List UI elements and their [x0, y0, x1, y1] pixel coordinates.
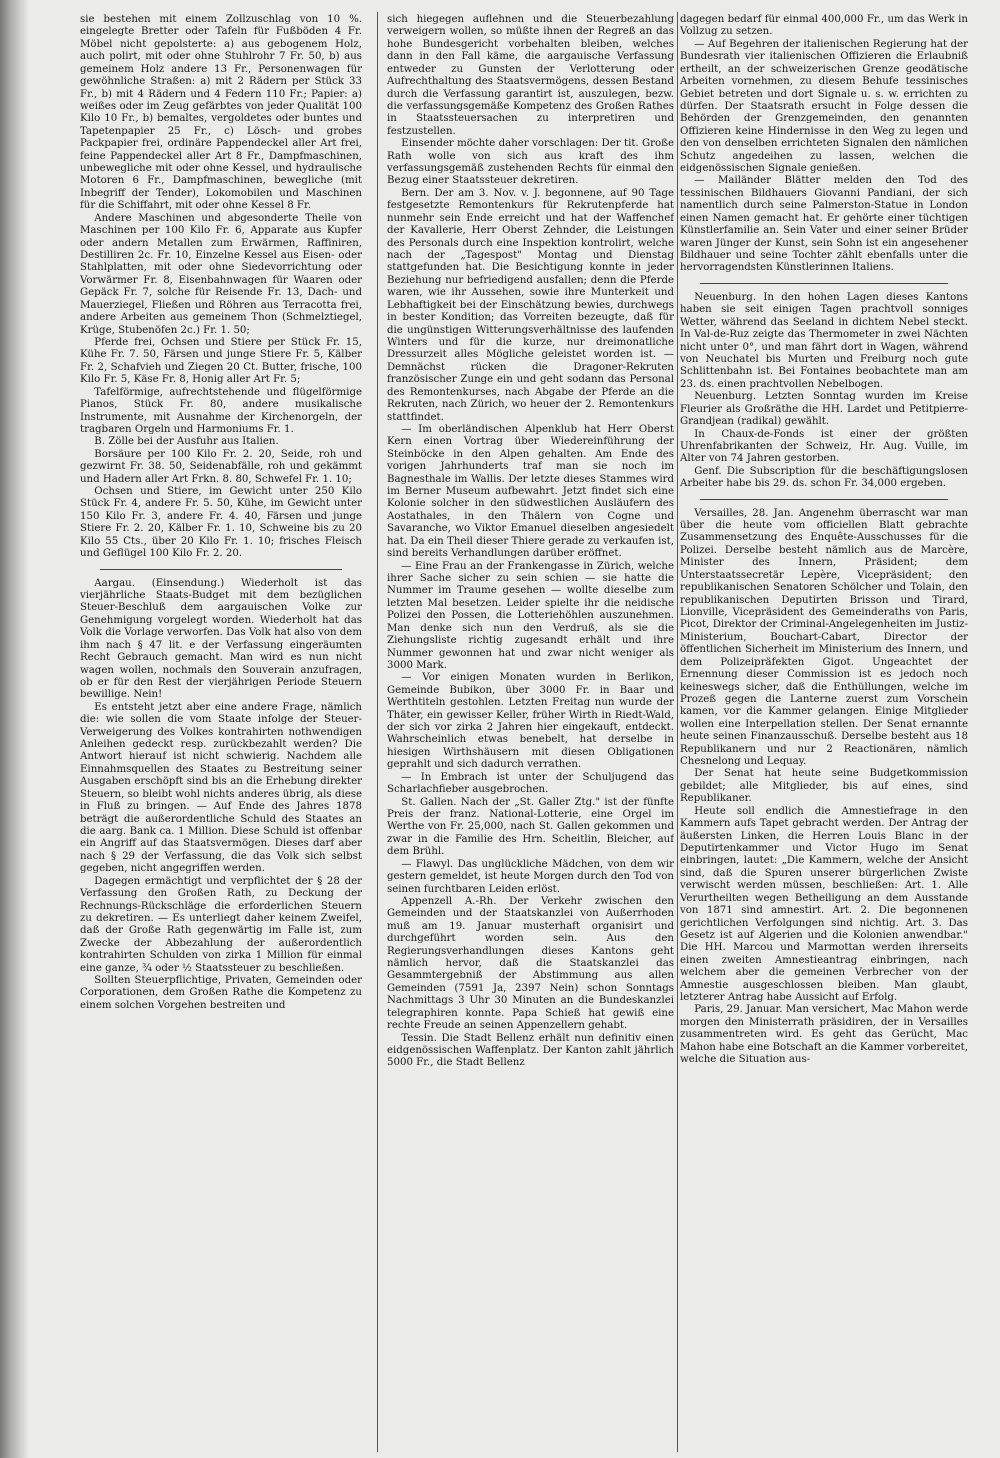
article-paragraph: dagegen bedarf für einmal 400,000 Fr., um das Werk in Vollzug zu setzen. [680, 14, 968, 38]
article-paragraph: St. Gallen. Nach der „St. Galler Ztg." ist der fünfte Preis der franz. National-Lotterie, eine Orgel im Werthe von Fr. 25,000, nach St. Gallen gekommen und zwar in die Familie des Hrn. Scheitlin, Bleicher, auf dem Brühl. [387, 796, 674, 858]
article-paragraph: B. Zölle bei der Ausfuhr aus Italien. [94, 436, 279, 448]
article-paragraph: Tafelförmige, aufrechtstehende und flügelförmige Pianos, Stück Fr. 80, andere musikalische Instrumente, mit Ausnahme der Kirchenorgeln, der tragbaren Orgeln und Harmoniums Fr. 1. [80, 386, 362, 435]
article-paragraph: Der Senat hat heute seine Budgetkommission gebildet; alle Mitglieder, bis auf eines, sind Republikaner. [680, 768, 968, 805]
article-paragraph: — Eine Frau an der Frankengasse in Zürich, welche ihrer Sache sicher zu sein schien — sie hatte die Nummer im Traume gesehen — wollte dieselbe zum letzten Mal besetzen. Leider spielte ihr die neidische Polizei den Possen, die Lotteriehöhlen auszunehmen. Man denke sich nun den Verdruß, als sie die Ziehungsliste richtig zugesandt erhält und ihre Nummer gewonnen hat und zwar nicht weniger als 3000 Mark. [387, 560, 674, 671]
article-paragraph: sich hiegegen auflehnen und die Steuerbezahlung verweigern wollen, so müßte ihnen der Regreß an das hohe Bundesgericht vorbehalten bleiben, welches dann in den Fall käme, die aargauische Verfassung entweder zu Gunsten der Verlotterung oder Aufrechthaltung des Staatsvermögens, dessen Bestand durch die Verfassung garantirt ist, auszulegen, bezw. die verfassungsgemäße Kompetenz des Großen Rathes in Staatssteuersachen zu interpretiren und festzustellen. [387, 14, 674, 137]
article-paragraph: Sollten Steuerpflichtige, Privaten, Gemeinden oder Corporationen, dem Großen Rathe die Kompetenz zu einem solchen Vorgehen bestreiten und [80, 975, 362, 1011]
article-paragraph: Dagegen ermächtigt und verpflichtet der § 28 der Verfassung den Großen Rath, zu Deckung der Rechnungs-Rückschläge die erforderlichen Steuern zu dekretiren. — Es unterliegt daher keinem Zweifel, daß der Große Rath gegenwärtig im Falle ist, zum Zwecke der Abbezahlung der außerordentlich kontrahirten Schulden von zirka 1 Million für einmal eine ganze, ¾ oder ½ Staatssteuer zu beschließen. [80, 875, 362, 974]
article-paragraph: — Im oberländischen Alpenklub hat Herr Oberst Kern einen Vortrag über Wiedereinführung der Steinböcke in den Alpen gehalten. Am Ende des vorigen Jahrhunderts traf man sie noch im Bagnesthale im Wallis. Der letzte dieses Stammes wird im Berner Museum aufbewahrt. Jetzt findet sich eine Kolonie solcher in den südwestlichen Ausläufern des Aostathales, in den Thälern von Cogne und Savaranche, wo Viktor Emanuel dieselben angesiedelt hat. Da ein Theil dieser Thiere gerade zu verkaufen ist, sind bereits Verhandlungen darüber eröffnet. [387, 423, 674, 560]
article-paragraph: Neuenburg. In den hohen Lagen dieses Kantons haben sie seit einigen Tagen prachtvoll sonniges Wetter, während das Seeland in dichtem Nebel steckt. In Val-de-Ruz zeigte das Thermometer in zwei Nächten nicht unter 0°, und man fährt dort in Wagen, während von Neuchatel bis Murten und Freiburg noch gute Schlittenbahn ist. Bei Fontaines beobachtete man am 23. ds. einen prachtvollen Nebelbogen. [680, 291, 968, 390]
article-paragraph: Heute soll endlich die Amnestiefrage in den Kammern aufs Tapet gebracht werden. Der Antrag der äußersten Linken, die Herren Louis Blanc in der Deputirtenkammer und Victor Hugo im Senat einbringen, lautet: „Die Kammern, welche der Ansicht sind, daß die Spuren unserer bürgerlichen Zwiste verwischt werden müssen, beschließen: Art. 1. Alle Verurtheilten wegen Betheiligung an dem Ausstande von 1871 sind amnestirt. Art. 2. Die begonnenen gerichtlichen Verfolgungen sind nichtig. Art. 3. Das Gesetz ist auf Algerien und die Kolonien anwendbar." Die HH. Marcou und Marmottan werden ihrerseits einen zweiten Amnestieantrag einbringen, nach welchem aber die gemeinen Verbrecher von der Amnestie ausgeschlossen bleiben. Man glaubt, letzterer Antrag habe Aussicht auf Erfolg. [680, 805, 968, 1004]
article-paragraph: Pferde frei, Ochsen und Stiere per Stück Fr. 15, Kühe Fr. 7. 50, Färsen und junge Stiere Fr. 5, Kälber Fr. 2, Schafvieh und Ziegen 20 Ct. Butter, frische, 100 Kilo Fr. 5, Käse Fr. 8, Honig aller Art Fr. 5; [80, 336, 362, 386]
page-binding-shadow [0, 0, 28, 1458]
article-divider [700, 283, 948, 284]
article-paragraph: — Flawyl. Das unglückliche Mädchen, von dem wir gestern gemeldet, ist heute Morgen durch den Tod von seinen furchtbaren Leiden erlöst. [387, 858, 674, 895]
article-paragraph: Borsäure per 100 Kilo Fr. 2. 20, Seide, roh und gezwirnt Fr. 38. 50, Seidenabfälle, roh und gekämmt und Hadern aller Art Frkn. 8. 80, Schwefel Fr. 1. 10; [80, 448, 362, 485]
article-paragraph: Aargau. (Einsendung.) Wiederholt ist das vierjährliche Staats-Budget mit dem bezüglichen Steuer-Beschluß dem aargauischen Volke zur Genehmigung vorgelegt worden. Wiederholt hat das Volk die Vorlage verworfen. Das Volk hat also von dem ihm nach § 47 lit. e der Verfassung eingeräumten Recht Gebrauch gemacht. Man wird es nun nicht wagen wollen, nochmals den Souverain anzufragen, ob er für den Rest der vierjährigen Periode Steuern bewillige. Nein! [80, 577, 362, 701]
article-paragraph: Genf. Die Subscription für die beschäftigungslosen Arbeiter habe bis 29. ds. schon Fr. 34,000 ergeben. [680, 465, 968, 490]
article-paragraph: Neuenburg. Letzten Sonntag wurden im Kreise Fleurier als Großräthe die HH. Lardet und Petitpierre-Grandjean (radikal) gewählt. [680, 391, 968, 428]
text-column-2 [387, 14, 674, 1450]
text-column-3 [680, 14, 968, 1450]
article-paragraph: Paris, 29. Januar. Man versichert, Mac Mahon werde morgen den Ministerrath präsidiren, der in Versailles zusammentreten wird. Es geht das Gerücht, Mac Mahon habe eine Botschaft an die Kammer vorbereitet, welche die Situation aus- [680, 1004, 968, 1066]
article-divider [100, 569, 342, 570]
article-paragraph: Es entsteht jetzt aber eine andere Frage, nämlich die: wie sollen die vom Staate infolge der Steuer-Verweigerung des Volkes kontrahirten nothwendigen Anleihen gedeckt resp. zurückbezahlt werden? Die Antwort hierauf ist nicht schwierig. Nachdem alle Einnahmsquellen des Staates zu Bestreitung seiner Ausgaben erschöpft sind bis an die Erhebung direkter Steuern, so bleibt wohl nichts anderes übrig, als diese in Fluß zu bringen. — Auf Ende des Jahres 1878 beträgt die außerordentliche Schuld des Staates an die aarg. Bank ca. 1 Million. Diese Schuld ist offenbar ein Angriff auf das Staatsvermögen. Dieses darf aber nach § 29 der Verfassung, die das Volk sich selbst gegeben, nicht angegriffen werden. [80, 701, 362, 875]
article-paragraph: Ochsen und Stiere, im Gewicht unter 250 Kilo Stück Fr. 4, andere Fr. 5. 50, Kühe, im Gewicht unter 150 Kilo Fr. 3, andere Fr. 4. 40, Färsen und junge Stiere Fr. 2. 20, Kälber Fr. 1. 10, Schweine bis zu 20 Kilo 55 Cts., über 20 Kilo Fr. 1. 10; frisches Fleisch und Geflügel 100 Kilo Fr. 2. 20. [80, 486, 362, 560]
article-paragraph: — In Embrach ist unter der Schuljugend das Scharlachfieber ausgebrochen. [387, 771, 674, 796]
column-rule-1 [377, 12, 378, 1452]
article-paragraph: In Chaux-de-Fonds ist einer der größten Uhrenfabrikanten der Schweiz, Hr. Aug. Vuille, im Alter von 74 Jahren gestorben. [680, 428, 968, 465]
article-paragraph: Bern. Der am 3. Nov. v. J. begonnene, auf 90 Tage festgesetzte Remontenkurs für Rekrutenpferde hat nunmehr sein Ende erreicht und hat der Waffenchef der Kavallerie, Herr Oberst Zehnder, die Leistungen des Personals durch eine Inspektion kontrolirt, welche nach der „Tagespost" Montag und Dienstag stattgefunden hat. Die Besichtigung konnte in jeder Beziehung nur befriedigend ausfallen; denn die Pferde waren, wie ihr Aussehen, sowie ihre Munterkeit und Lebhaftigkeit bei der Einschätzung bewies, durchwegs in bester Kondition; das Vorreiten bezeugte, daß für die ungünstigen Witterungsverhältnisse des laufenden Winters und für die kurze, nur dreimonatliche Dressurzeit alles Mögliche geleistet worden ist. — Demnächst rücken die Dragoner-Rekruten französischer Zunge ein und geht sodann das Personal des Remontenkurses, nach Abgabe der Pferde an die Rekruten, nach Zürich, wo heuer der 2. Remontenkurs stattfindet. [387, 187, 674, 423]
article-paragraph: — Auf Begehren der italienischen Regierung hat der Bundesrath vier italienischen Offizieren die Erlaubniß ertheilt, an der schweizerischen Grenze geodätische Arbeiten vornehmen, zu diesem Behufe tessinisches Gebiet betreten und dort Signale u. s. w. errichten zu dürfen. Der Staatsrath ersucht in Folge dessen die Behörden der Grenzgemeinden, den genannten Offizieren keine Hindernisse in den Weg zu legen und den von denselben errichteten Signalen den nämlichen Schutz angedeihen zu lassen, welchen die eidgenössischen Signale genießen. [680, 38, 968, 175]
article-paragraph: Andere Maschinen und abgesonderte Theile von Maschinen per 100 Kilo Fr. 6, Apparate aus Kupfer oder andern Metallen zum Erwärmen, Raffiniren, Destilliren 2c. Fr. 10, Einzelne Kessel aus Eisen- oder Stahlplatten, mit oder ohne Siedevorrichtung oder Vorwärmer Fr. 8, Eisenbahnwagen für Waaren oder Gepäck Fr. 7, solche für Reisende Fr. 13, Dach- und Mauerziegel, Fließen und Röhren aus Terracotta frei, andere Arbeiten aus gemeinem Thon (Schmelztiegel, Krüge, Stubenöfen 2c.) Fr. 1. 50; [80, 212, 362, 336]
column-rule-2 [677, 12, 678, 1452]
article-paragraph: Tessin. Die Stadt Bellenz erhält nun definitiv einen eidgenössischen Waffenplatz. Der Kanton zahlt jährlich 5000 Fr., die Stadt Bellenz [387, 1032, 674, 1069]
article-paragraph: Versailles, 28. Jan. Angenehm überrascht war man über die heute vom officiellen Blatt gebrachte Zusammensetzung des Enquête-Ausschusses für die Polizei. Derselbe besteht nämlich aus de Marcère, Minister des Innern, Präsident; dem Unterstaatssecretär Lepère, Vicepräsident; den republikanischen Senatoren Schölcher und Tolain, den republikanischen Deputirten Brisson und Tirard, Lionville, Vicepräsident des Gemeinderaths von Paris, Picot, Direktor der Criminal-Angelegenheiten im Justiz-Ministerium, Bouchart-Cabart, Director der öffentlichen Sicherheit im Ministerium des Innern, und dem Polizeipräfekten Gigot. Ungeachtet der Ernennung dieser Commission ist es jedoch noch keineswegs sicher, daß die Enthüllungen, welche im Prozeß gegen die Lanterne zuerst zum Vorschein kamen, vor die Kammer gelangen. Einige Mitglieder wollen eine Interpellation stellen. Der Senat ernannte heute seinen Finanzausschuß. Derselbe besteht aus 18 Republikanern und nur 2 Reactionären, nämlich Chesnelong und Lequay. [680, 507, 968, 768]
article-paragraph: sie bestehen mit einem Zollzuschlag von 10 %. eingelegte Bretter oder Tafeln für Fußböden 4 Fr. Möbel nicht gepolsterte: a) aus gebogenem Holz, auch polirt, mit oder ohne Stuhlrohr 7 Fr. 50, b) aus gemeinem Holz andere 13 Fr., Personenwagen für gewöhnliche Straßen: a) mit 2 Rädern per Stück 33 Fr., b) mit 4 Rädern und 4 Federn 110 Fr.; Papier: a) weißes oder im Zeug gefärbtes von jeder Qualität 100 Kilo 10 Fr., b) bemaltes, vergoldetes oder buntes und Tapetenpapier 25 Fr., c) Lösch- und grobes Packpapier frei, ordinäre Pappendeckel aller Art frei, feine Pappendeckel aller Art 8 Fr., Dampfmaschinen, unbewegliche mit oder ohne Kessel, und hydraulische Motoren 6 Fr., Dampfmaschinen, bewegliche (mit Inbegriff der Tender), Lokomobilen und Maschinen für die Schiffahrt, mit oder ohne Kessel 8 Fr. [80, 14, 362, 212]
article-paragraph: Einsender möchte daher vorschlagen: Der tit. Große Rath wolle von sich aus kraft des ihm verfassungsgemäß zustehenden Rechts für einmal den Bezug einer Staatssteuer dekretiren. [387, 138, 674, 187]
article-paragraph: Appenzell A.-Rh. Der Verkehr zwischen den Gemeinden und der Staatskanzlei von Außerrhoden muß am 19. Januar musterhaft organisirt und durchgeführt worden sein. Aus den Regierungsverhandlungen dieses Kantons geht nämlich hervor, daß die Staatskanzlei das Gesammtergebniß der Abstimmung aus allen Gemeinden (7591 Ja, 2397 Nein) schon Sonntags Nachmittags 3 Uhr 30 Minuten an die Bundeskanzlei telegraphiren konnte. Papa Schieß hat gewiß eine rechte Freude an seinen Appenzellern gehabt. [387, 895, 674, 1032]
article-paragraph: — Mailänder Blätter melden den Tod des tessinischen Bildhauers Giovanni Pandiani, der sich namentlich durch seine Palmerston-Statue in London einen Namen gemacht hat. Er gehörte einer tüchtigen Künstlerfamilie an. Sein Vater und einer seiner Brüder waren Jünger der Kunst, sein Sohn ist ein angesehener Bildhauer und seine Tochter zählt ebenfalls unter die hervorragendsten Künstlerinnen Italiens. [680, 175, 968, 274]
article-divider [700, 499, 948, 500]
article-paragraph: — Vor einigen Monaten wurden in Berlikon, Gemeinde Bubikon, über 3000 Fr. in Baar und Werthtiteln gestohlen. Letzten Freitag nun wurde der Thäter, ein gewisser Keller, früher Wirth in Riedt-Wald, der sich vor zirka 2 Jahren hier eingekauft, entdeckt. Wahrscheinlich etwas benebelt, hat derselbe in hiesigen Wirthshäusern mit diesen Obligationen geprahlt und sich dadurch verrathen. [387, 672, 674, 771]
text-column-1 [80, 14, 362, 1450]
